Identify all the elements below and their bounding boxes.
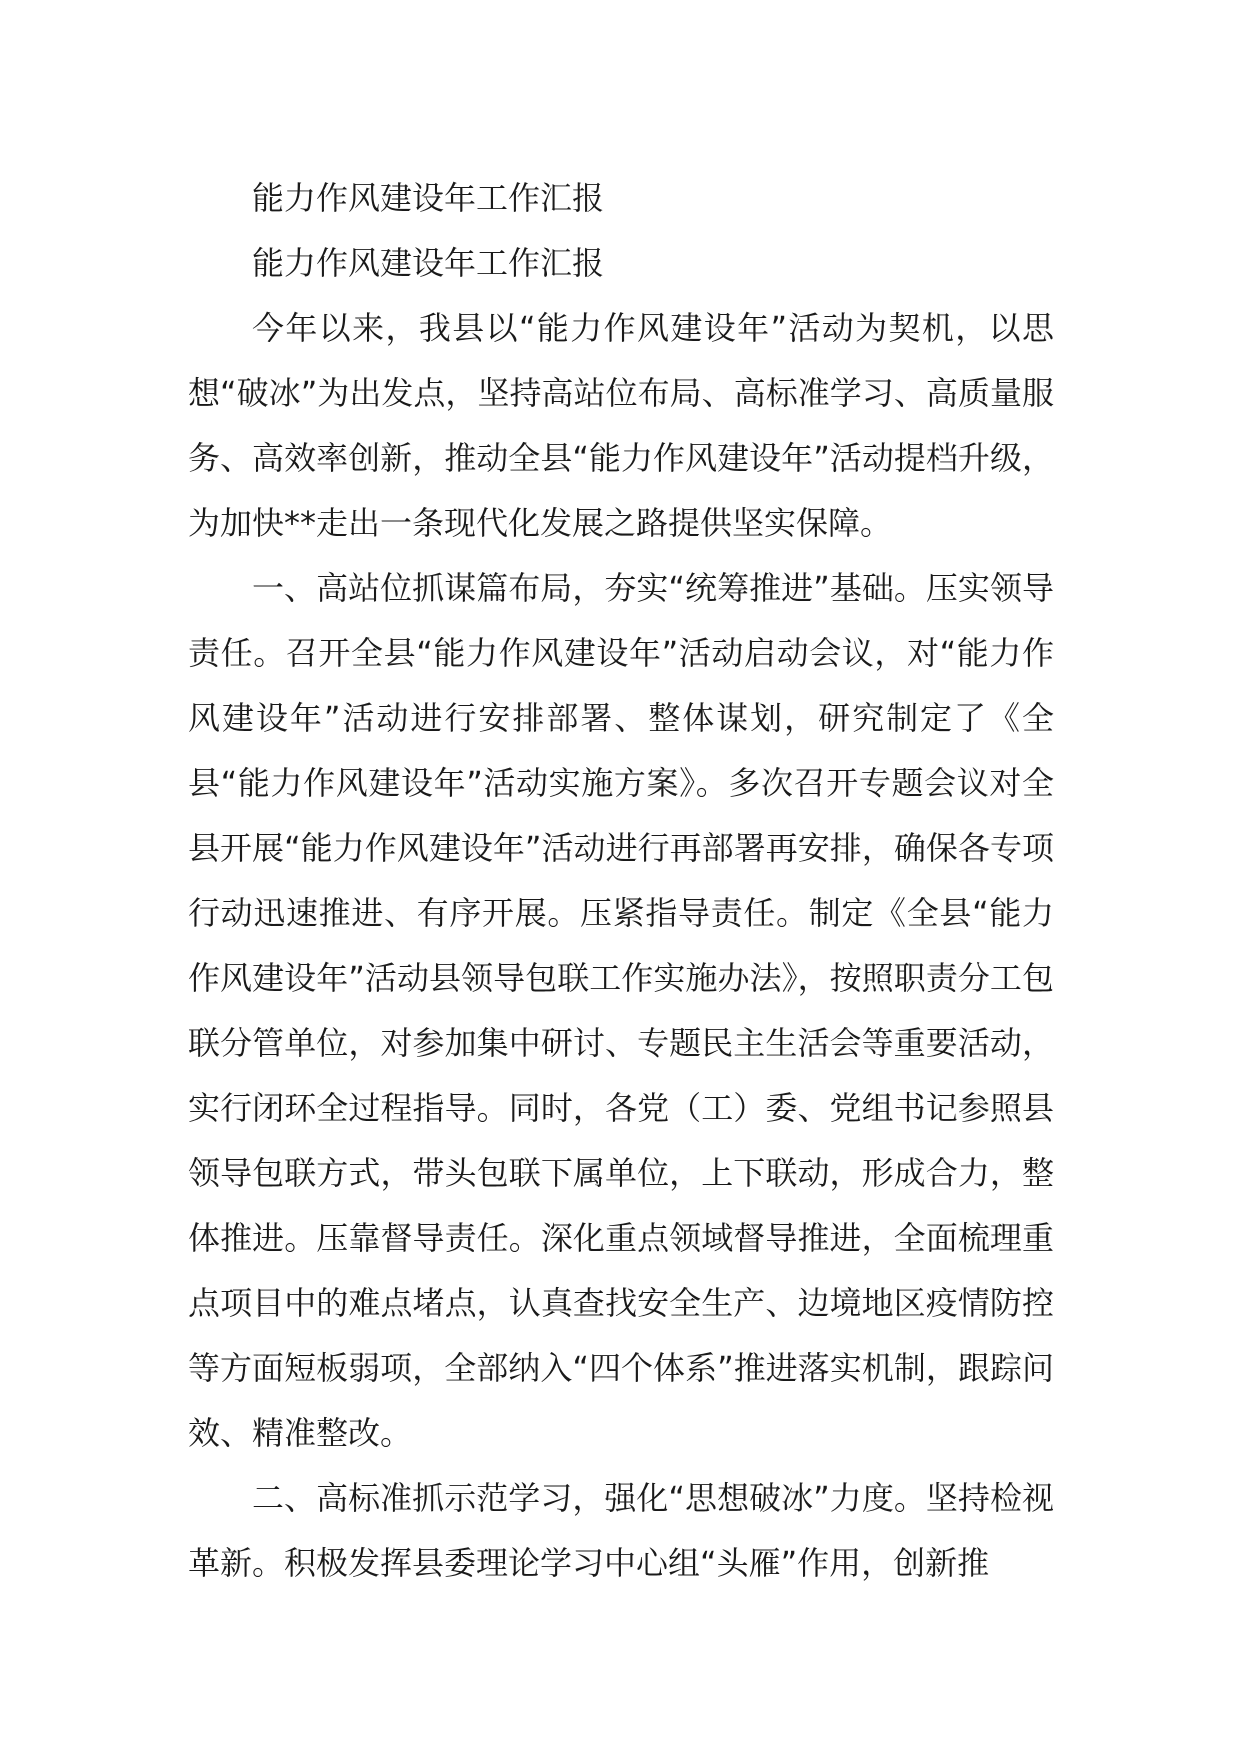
paragraph-intro: 今年以来，我县以“能力作风建设年”活动为契机，以思想“破冰”为出发点，坚持高站位布局、高标准学习、高质量服务、高效率创新，推动全县“能力作风建设年”活动提档升级，为加快**走出一条现代化发展之路提供坚实保障。	[188, 309, 1054, 542]
document-subtitle: 能力作风建设年工作汇报	[252, 244, 605, 282]
document-page	[188, 166, 1054, 1596]
paragraph-section-1: 一、高站位抓谋篇布局，夯实“统筹推进”基础。压实领导责任。召开全县“能力作风建设年”活动启动会议，对“能力作风建设年”活动进行安排部署、整体谋划，研究制定了《全县“能力作风建设年”活动实施方案》。多次召开专题会议对全县开展“能力作风建设年”活动进行再部署再安排，确保各专项行动迅速推进、有序开展。压紧指导责任。制定《全县“能力作风建设年”活动县领导包联工作实施办法》，按照职责分工包联分管单位，对参加集中研讨、专题民主生活会等重要活动，实行闭环全过程指导。同时，各党（工）委、党组书记参照县领导包联方式，带头包联下属单位，上下联动，形成合力，整体推进。压靠督导责任。深化重点领域督导推进，全面梳理重点项目中的难点堵点，认真查找安全生产、边境地区疫情防控等方面短板弱项，全部纳入“四个体系”推进落实机制，跟踪问效、精准整改。	[188, 569, 1054, 1452]
paragraph-section-2: 二、高标准抓示范学习，强化“思想破冰”力度。坚持检视革新。积极发挥县委理论学习中心组“头雁”作用，创新推	[188, 1479, 1054, 1582]
document-title: 能力作风建设年工作汇报	[252, 179, 605, 217]
